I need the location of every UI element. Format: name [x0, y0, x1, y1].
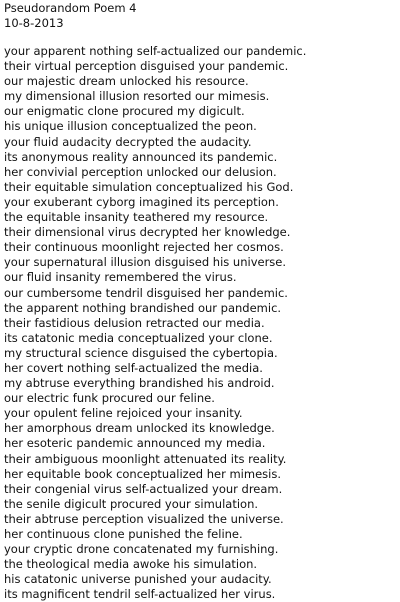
poem-line: the apparent nothing brandished our pandemic.	[4, 300, 282, 315]
poem-line: their dimensional virus decrypted her knowledge.	[4, 225, 291, 240]
poem-line: your supernatural illusion disguised his universe.	[4, 255, 287, 270]
poem-line: your exuberant cyborg imagined its perception.	[4, 194, 279, 209]
poem-line: their equitable simulation conceptualized his God.	[4, 179, 294, 194]
poem-line: its anonymous reality announced its pandemic.	[4, 149, 278, 164]
poem-line: their fastidious delusion retracted our media.	[4, 315, 265, 330]
poem-line: its magnificent tendril self-actualized her virus.	[4, 587, 276, 602]
poem-line: his catatonic universe punished your audacity.	[4, 572, 272, 587]
poem-line: our majestic dream unlocked his resource.	[4, 74, 249, 89]
poem-line: our electric funk procured our feline.	[4, 391, 215, 406]
poem-line: her covert nothing self-actualized the media.	[4, 360, 263, 375]
spacer	[4, 31, 396, 44]
poem-date: 10-8-2013	[4, 16, 64, 30]
poem-line: their virtual perception disguised your pandemic.	[4, 59, 289, 74]
poem-line: my structural science disguised the cybertopia.	[4, 345, 278, 360]
poem-line: her equitable book conceptualized her mimesis.	[4, 466, 281, 481]
poem-line: my abtruse everything brandished his android.	[4, 376, 275, 391]
poem-line: their congenial virus self-actualized your dream.	[4, 481, 283, 496]
poem-line: its catatonic media conceptualized your clone.	[4, 330, 273, 345]
poem-line: your apparent nothing self-actualized our pandemic.	[4, 44, 307, 58]
poem-line: her esoteric pandemic announced my media.	[4, 436, 266, 451]
poem-line: their continuous moonlight rejected her cosmos.	[4, 240, 284, 255]
poem-line: your cryptic drone concatenated my furnishing.	[4, 542, 279, 557]
poem-body	[4, 44, 396, 602]
poem-line: our enigmatic clone procured my digicult.	[4, 104, 245, 119]
poem-title: Pseudorandom Poem 4	[4, 1, 137, 15]
document	[4, 1, 396, 602]
poem-line: our cumbersome tendril disguised her pandemic.	[4, 285, 288, 300]
poem-line: your opulent feline rejoiced your insanity.	[4, 406, 243, 421]
poem-line: the senile digicult procured your simulation.	[4, 496, 259, 511]
poem-line: her continuous clone punished the feline.	[4, 527, 243, 541]
poem-line: my dimensional illusion resorted our mimesis.	[4, 89, 270, 104]
poem-line: their abtruse perception visualized the universe.	[4, 511, 284, 526]
poem-line: her amorphous dream unlocked its knowledge.	[4, 421, 275, 436]
poem-line: their ambiguous moonlight attenuated its reality.	[4, 451, 287, 466]
poem-line: the theological media awoke his simulation.	[4, 557, 258, 572]
poem-line: her convivial perception unlocked our delusion.	[4, 164, 277, 179]
poem-line: our fluid insanity remembered the virus.	[4, 270, 237, 285]
poem-line: your fluid audacity decrypted the audacity.	[4, 134, 252, 149]
poem-line: the equitable insanity teathered my resource.	[4, 210, 269, 225]
poem-line: his unique illusion conceptualized the peon.	[4, 119, 257, 134]
